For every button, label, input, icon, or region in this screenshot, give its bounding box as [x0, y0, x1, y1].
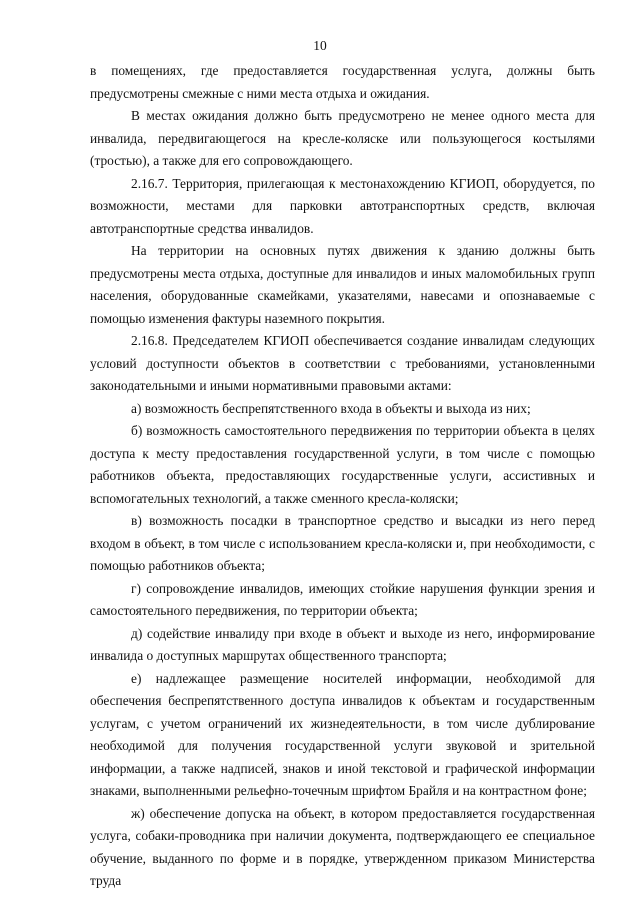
- paragraph-continuation: в помещениях, где предоставляется государственная услуга, должны быть предусмотрены смежные с ними места отдыха и ожидания.: [90, 63, 595, 101]
- list-item-e: е) надлежащее размещение носителей информации, необходимой для обеспечения беспрепятственного доступа инвалидов к объектам и государственным услугам, с учетом ограничений их жизнедеятельности, в том числе дублирование необходимой для получения государственной услуги звуковой и зрительной информации, а также надписей, знаков и иной текстовой и графической информации знаками, выполненными рельефно-точечным шрифтом Брайля и на контрастном фоне;: [90, 670, 595, 798]
- paragraph-2-16-8: 2.16.8. Председателем КГИОП обеспечивается создание инвалидам следующих условий доступности объектов в соответствии с требованиями, установленными законодательными и иными нормативными правовыми актами:: [90, 333, 595, 393]
- body-text: [90, 60, 595, 893]
- page-number: 10: [313, 38, 327, 53]
- paragraph-2-16-7: 2.16.7. Территория, прилегающая к местонахождению КГИОП, оборудуется, по возможности, местами для парковки автотранспортных средств, включая автотранспортные средства инвалидов.: [90, 175, 595, 236]
- list-item-d: д) содействие инвалиду при входе в объект и выходе из него, информирование инвалида о доступных маршрутах общественного транспорта;: [90, 625, 595, 663]
- list-item-b: б) возможность самостоятельного передвижения по территории объекта в целях доступа к месту предоставления государственной услуги, в том числе с помощью работников объекта, предоставляющих государственные услуги, ассистивных и вспомогательных технологий, а также сменного кресла-коляски;: [90, 423, 595, 506]
- paragraph-territory-rest-places: На территории на основных путях движения к зданию должны быть предусмотрены места отдыха, доступные для инвалидов и иных маломобильных групп населения, оборудованные скамейками, указателями, навесами и опознаваемые с помощью изменения фактуры наземного покрытия.: [90, 243, 595, 326]
- list-item-g: г) сопровождение инвалидов, имеющих стойкие нарушения функции зрения и самостоятельного передвижения, по территории объекта;: [90, 580, 595, 618]
- paragraph-waiting-places: В местах ожидания должно быть предусмотрено не менее одного места для инвалида, передвигающегося на кресле-коляске или пользующегося костылями (тростью), а также для его сопровождающего.: [90, 108, 595, 168]
- list-item-v: в) возможность посадки в транспортное средство и высадки из него перед входом в объект, в том числе с использованием кресла-коляски и, при необходимости, с помощью работников объекта;: [90, 513, 595, 573]
- list-item-zh: ж) обеспечение допуска на объект, в котором предоставляется государственная услуга, собаки-проводника при наличии документа, подтверждающего ее специальное обучение, выданного по форме и в порядке, утвержденном приказом Министерства труда: [90, 805, 595, 888]
- list-item-a: а) возможность беспрепятственного входа в объекты и выхода из них;: [131, 400, 531, 416]
